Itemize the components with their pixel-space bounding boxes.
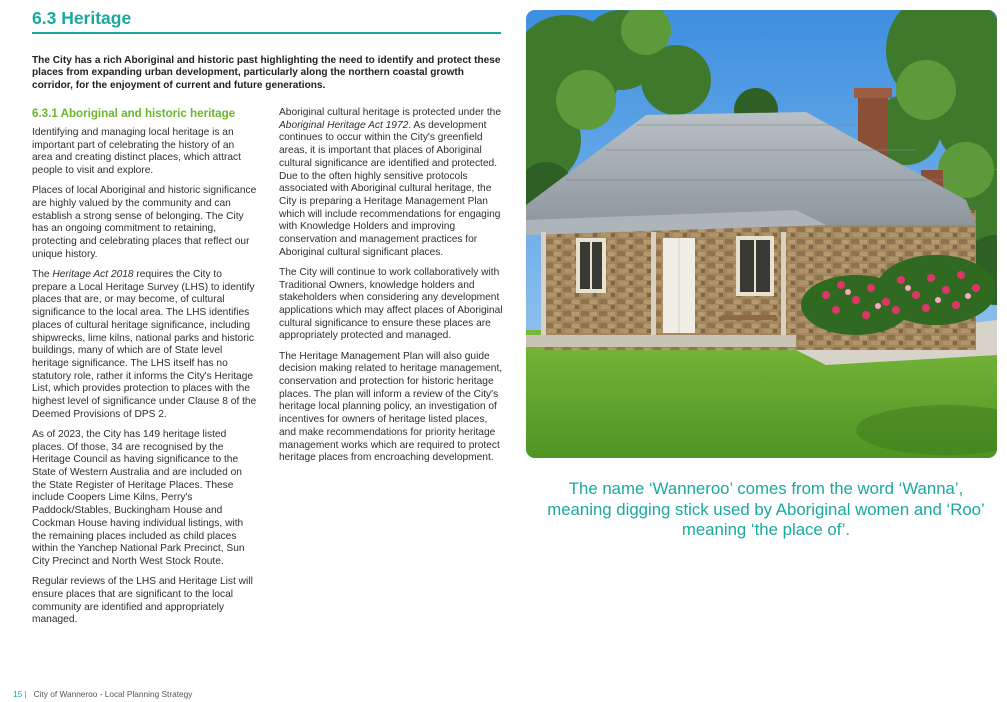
- intro-paragraph: The City has a rich Aboriginal and historic past highlighting the need to identify and protect these places from expanding urban development, particularly along the northern coastal growth corridor, for the enjoyment of current and future generations.: [32, 55, 501, 91]
- heritage-cottage-photo: [526, 10, 997, 458]
- paragraph: [279, 107, 504, 259]
- text-run: The: [32, 269, 53, 281]
- paragraph: As of 2023, the City has 149 heritage listed places. Of those, 34 are recognised by the Heritage Council as having significance to the State of Western Australia and are included on the State Register of Heritage Places. These include Coopers Lime Kilns, Perry's Paddock/Stables, Buckingham House and Cockman House having individual listings, with the remaining places included as child places within the Yanchep National Park Precinct, Sun City Precinct and North West Stock Route.: [32, 428, 245, 567]
- act-name: Heritage Act 2018: [52, 269, 134, 281]
- subheading: 6.3.1 Aboriginal and historic heritage: [32, 107, 236, 120]
- text-run: . As development continues to occur within the City's greenfield areas, it is important that places of Aboriginal cultural significance are identified and protected. Due to the often highly sensitive protocols associated with Aboriginal cultural heritage, the City is preparing a Heritage Management Plan which will include recommendations for engaging with Knowledge Holders and improving conservation and management practices for Aboriginal cultural significant places.: [279, 119, 501, 258]
- page-number: 15 |: [13, 689, 27, 699]
- paragraph: Places of local Aboriginal and historic significance are highly valued by the community and can establish a strong sense of belonging. The City has an ongoing commitment to retaining, protecting and celebrating places that reflect our unique history.: [32, 185, 257, 260]
- paragraph: Regular reviews of the LHS and Heritage List will ensure places that are significant to the local community are identified and appropriately managed.: [32, 576, 253, 626]
- left-column: [32, 107, 257, 635]
- section-title: 6.3 Heritage: [32, 8, 132, 28]
- paragraph: [32, 269, 257, 421]
- paragraph: The City will continue to work collaboratively with Traditional Owners, knowledge holders and stakeholders when considering any development applications which may affect places of Aboriginal cultural significance to ensure these places are appropriately protected and managed.: [279, 266, 503, 342]
- paragraph: The Heritage Management Plan will also guide decision making related to heritage management, conservation and protection for historic heritage places. The plan will inform a review of the City's heritage local planning policy, an investigation of incentives for owners of heritage listed places, and make recommendations for priority heritage management works which are required to protect heritage places from encroaching development.: [279, 350, 503, 464]
- text-run: requires the City to prepare a Local Heritage Survey (LHS) to identify places that are, or may become, of cultural significance to the local area. The LHS identifies places of cultural heritage significance, including shipwrecks, lime kilns, national parks and historic buildings, many of which are of State level heritage significance. The LHS itself has no statutory role, rather it informs the City's Heritage List, which provides protection to places with the highest level of significance under Clause 8 of the Deemed Provisions of DPS 2.: [32, 269, 257, 420]
- text-run: Aboriginal cultural heritage is protected under the: [279, 107, 501, 118]
- right-column: [279, 107, 504, 472]
- pull-quote: The name ‘Wanneroo’ comes from the word ‘Wanna’, meaning digging stick used by Aboriginal women and ‘Roo’ meaning ‘the place of’.: [547, 479, 985, 539]
- page-footer: [13, 689, 192, 699]
- title-divider: [32, 32, 501, 34]
- footer-title: City of Wanneroo - Local Planning Strategy: [33, 689, 193, 699]
- act-name: Aboriginal Heritage Act 1972: [279, 119, 409, 131]
- paragraph: Identifying and managing local heritage is an important part of celebrating the history of an area and creating distinct places, which attract people to visit and explore.: [32, 127, 241, 177]
